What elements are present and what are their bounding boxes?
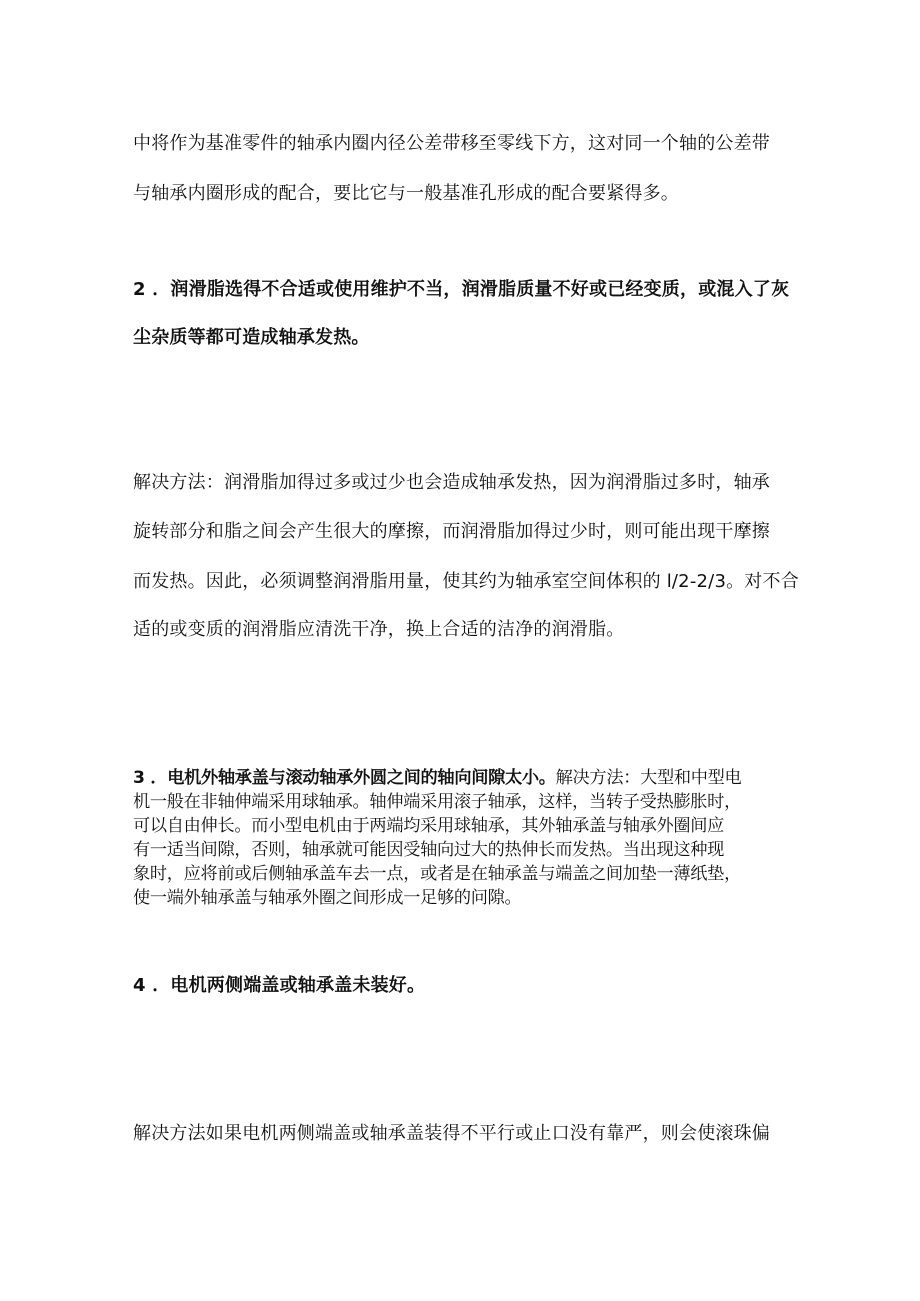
- paragraph-line: 解决方法：润滑脂加得过多或过少也会造成轴承发热，因为润滑脂过多时，轴承: [133, 472, 770, 493]
- paragraph-line: 机一般在非轴伸端采用球轴承。轴伸端采用滚子轴承，这样，当转子受热膨胀时，: [133, 792, 741, 812]
- paragraph-line: 象时，应将前或后侧轴承盖车去一点，或者是在轴承盖与端盖之间加垫一薄纸垫，: [133, 864, 741, 884]
- section-heading: 2 ．润滑脂选得不合适或使用维护不当，润滑脂质量不好或已经变质，或混入了灰: [133, 279, 790, 300]
- paragraph-line: 使一端外轴承盖与轴承外圈之间形成一足够的问隙。: [133, 888, 522, 908]
- section-heading: 4 ．电机两侧端盖或轴承盖未装好。: [133, 975, 426, 996]
- paragraph-line: 中将作为基准零件的轴承内圈内径公差带移至零线下方，这对同一个轴的公差带: [133, 133, 770, 154]
- paragraph-line: 有一适当间隙，否则，轴承就可能因受轴向过大的热伸长而发热。当出现这种现: [133, 840, 725, 860]
- section-heading: [133, 766, 741, 790]
- section-heading-rest: 解决方法：大型和中型电: [555, 768, 742, 788]
- paragraph-line: 而发热。因此，必须调整润滑脂用量，使其约为轴承室空间体积的 l/2-2/3。对不合: [133, 571, 799, 592]
- paragraph-line: 可以自由伸长。而小型电机由于两端均采用球轴承，其外轴承盖与轴承外圈间应: [133, 816, 725, 836]
- section-heading-bold: 3 ．电机外轴承盖与滚动轴承外圆之间的轴向间隙太小。: [133, 768, 556, 788]
- section-heading: 尘杂质等都可造成轴承发热。: [133, 327, 370, 348]
- paragraph-line: 与轴承内圈形成的配合，要比它与一般基准孔形成的配合要紧得多。: [133, 183, 679, 204]
- paragraph-line: 旋转部分和脂之间会产生很大的摩擦，而润滑脂加得过少时，则可能出现干摩擦: [133, 521, 770, 542]
- paragraph-line: 解决方法如果电机两侧端盖或轴承盖装得不平行或止口没有靠严，则会使滚珠偏: [133, 1123, 770, 1144]
- paragraph-line: 适的或变质的润滑脂应清洗干净，换上合适的洁净的润滑脂。: [133, 619, 625, 640]
